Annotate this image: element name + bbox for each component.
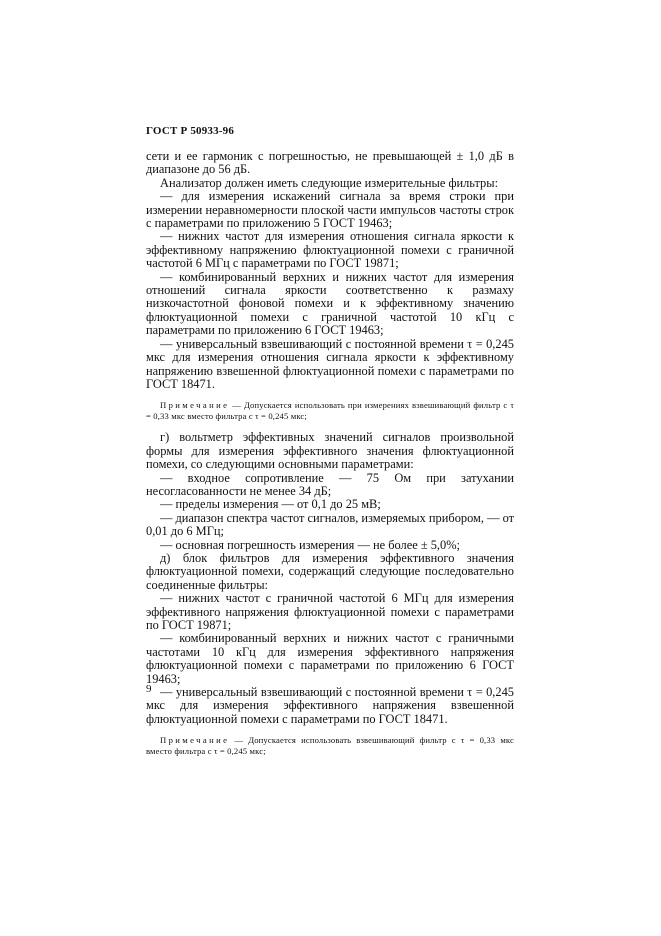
paragraph: г) вольтметр эффективных значений сигналов произвольной формы для измерения эффективного значения флюктуационной помехи, со следующими основными параметрами: xyxy=(146,430,514,472)
note xyxy=(146,735,514,757)
note-label: Примечание xyxy=(160,400,230,411)
note-text: — Допускается использовать взвешивающий фильтр с τ = 0,33 мкс вместо фильтра с τ = 0,245 мкс; xyxy=(146,735,514,757)
paragraph: — нижних частот с граничной частотой 6 МГц для измерения эффективного напряжения флюктуационной помехи с параметрами по ГОСТ 19871; xyxy=(146,591,514,632)
paragraph: — нижних частот для измерения отношения сигнала яркости к эффективному напряжению флюктуационной помехи с граничной частотой 6 МГц с параметрами по ГОСТ 19871; xyxy=(146,229,514,271)
paragraph: — входное сопротивление — 75 Ом при затухании несогласованности не менее 34 дБ; xyxy=(146,470,514,498)
paragraph: сети и ее гармоник с погрешностью, не превышающей ± 1,0 дБ в диапазоне до 56 дБ. xyxy=(146,149,514,177)
paragraph: — основная погрешность измерения — не более ± 5,0%; xyxy=(160,537,460,552)
paragraph: — комбинированный верхних и нижних частот с граничными частотами 10 кГц для измерения эффективного напряжения флюктуационной помехи с параметрами по приложению 6 ГОСТ 19463; xyxy=(146,631,514,686)
page-number: 9 xyxy=(146,683,152,695)
note xyxy=(146,400,514,422)
paragraph: — универсальный взвешивающий с постоянной времени τ = 0,245 мкс для измерения эффективного напряжения взвешенной флюктуационной помехи с параметрами по ГОСТ 18471. xyxy=(146,685,514,726)
note-label: Примечание xyxy=(160,735,230,746)
paragraph: — диапазон спектра частот сигналов, измеряемых прибором, — от 0,01 до 6 МГц; xyxy=(146,510,515,539)
paragraph: — комбинированный верхних и нижних частот для измерения отношений сигнала яркости соответственно к размаху низкочастотной фоновой помехи и к эффективному значению флюктуационной помехи с граничной частотой 10 кГц с параметрами по приложению 6 ГОСТ 19463; xyxy=(146,269,514,338)
paragraph: Анализатор должен иметь следующие измерительные фильтры: xyxy=(160,175,499,190)
document-header: ГОСТ Р 50933-96 xyxy=(146,125,235,137)
document-body xyxy=(146,150,514,766)
paragraph: — универсальный взвешивающий с постоянной времени τ = 0,245 мкс для измерения отношения сигнала яркости к эффективному напряжению взвешенной флюктуационной помехи с параметрами по ГОСТ 18471. xyxy=(146,336,514,391)
paragraph: — для измерения искажений сигнала за время строки при измерении неравномерности плоской части импульсов частоты строк с параметрами по приложению 5 ГОСТ 19463; xyxy=(146,189,514,231)
note-text: — Допускается использовать при измерениях взвешивающий фильтр с τ = 0,33 мкс вместо фильтра с τ = 0,245 мкс; xyxy=(146,400,514,422)
paragraph: — пределы измерения — от 0,1 до 25 мВ; xyxy=(160,497,381,512)
paragraph: д) блок фильтров для измерения эффективного значения флюктуационной помехи, содержащий следующие последовательно соединенные фильтры: xyxy=(146,550,514,592)
